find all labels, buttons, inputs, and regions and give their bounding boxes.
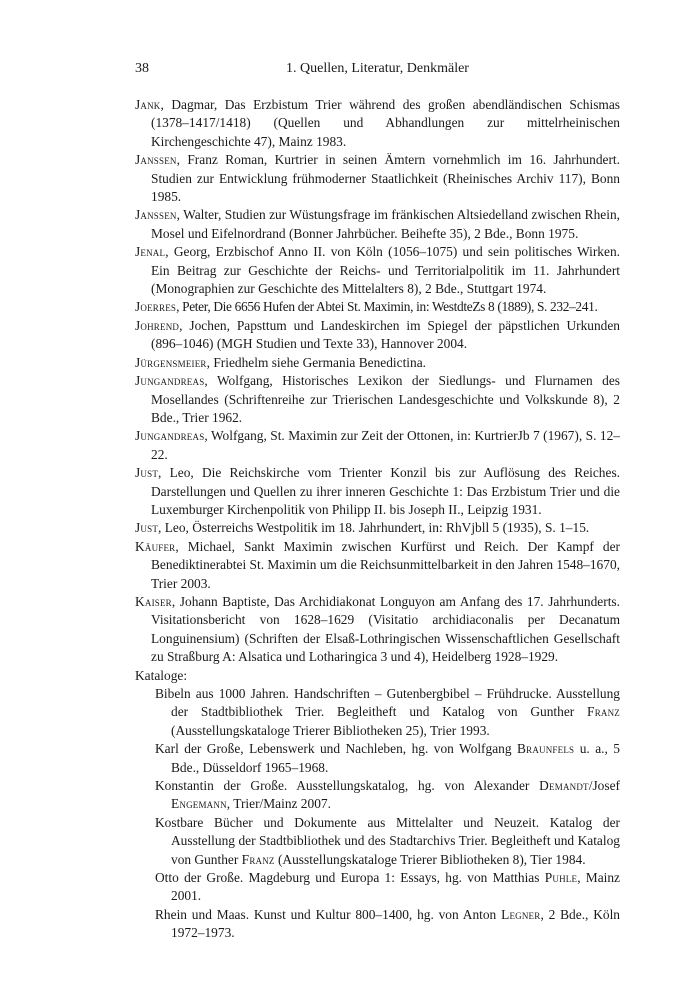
catalogue-editor: Franz (241, 851, 275, 867)
catalogue-text: , 2 Bde., Köln 1972–1973. (171, 906, 620, 941)
page-number: 38 (135, 61, 149, 76)
entry-author: Kaiser (135, 593, 172, 609)
catalogue-editor: Puhle (544, 870, 578, 886)
page-header (135, 60, 620, 82)
bibliography-entry (135, 317, 620, 354)
bibliography-entry (135, 96, 620, 151)
entry-text: , Johann Baptiste, Das Archidiakonat Longuyon am Anfang des 17. Jahrhunderts. Visitationsbericht von 1628–1629 (Visitatio archidiaconalis per Decanatum Longuinensium) (Schriften der Elsaß-Lothringischen Wissenschaftlichen Gesellschaft zu Straßburg A: Alsatica und Lotharingica 3 und 4), Heidelberg 1928–1929. (151, 593, 620, 665)
entry-text: , Leo, Die Reichskirche vom Trienter Konzil bis zur Auflösung des Reiches. Darstellungen und Quellen zu ihrer inneren Geschichte 1: Das Erzbistum Trier und die Luxemburger Kirchenpolitik von Philipp II. bis Joseph II., Leipzig 1931. (151, 465, 620, 517)
bibliography-entry (135, 243, 620, 298)
bibliography-entry (135, 298, 620, 316)
entry-author: Jungandreas (135, 428, 205, 444)
catalogue-text: Otto der Große. Magdeburg und Europa 1: Essays, hg. von Matthias (155, 870, 545, 886)
catalogue-text: (Ausstellungskataloge Trierer Bibliotheken 8), Tier 1984. (274, 851, 586, 867)
entry-text: , Leo, Österreichs Westpolitik im 18. Jahrhundert, in: RhVjbll 5 (1935), S. 1–15. (158, 520, 590, 536)
catalogue-text: , Trier/Mainz 2007. (226, 796, 331, 812)
entry-text: , Michael, Sankt Maximin zwischen Kurfürst und Reich. Der Kampf der Benediktinerabtei St. Maximin um die Reichsunmittelbarkeit in den Jahren 1548–1670, Trier 2003. (151, 538, 620, 591)
entry-text: , Walter, Studien zur Wüstungsfrage im fränkischen Altsiedelland zwischen Rhein, Mosel und Eifelnordrand (Bonner Jahrbücher. Beihefte 35), 2 Bde., Bonn 1975. (151, 207, 620, 241)
kataloge-heading: Kataloge: (135, 667, 188, 683)
entry-author: Jenal (135, 244, 166, 260)
entry-author: Janssen (135, 207, 177, 223)
entry-author: Jürgensmeier (135, 354, 207, 370)
bibliography-entry (135, 519, 620, 537)
entry-text: , Wolfgang, St. Maximin zur Zeit der Ottonen, in: KurtrierJb 7 (1967), S. 12–22. (151, 428, 620, 462)
catalogue-entry (135, 685, 620, 740)
entry-text: , Friedhelm siehe Germania Benedictina. (206, 354, 427, 370)
catalogue-text: Karl der Große, Lebenswerk und Nachleben, hg. von Wolfgang (155, 741, 517, 757)
bibliography-entry (135, 372, 620, 427)
catalogue-text: , Mainz 2001. (171, 870, 621, 904)
entry-text: , Wolfgang, Historisches Lexikon der Siedlungs- und Flurnamen des Mosellandes (Schriftenreihe zur Trierischen Landesgeschichte und Volkskunde 8), 2 Bde., Trier 1962. (151, 373, 620, 425)
running-title: 1. Quellen, Literatur, Denkmäler (286, 61, 469, 76)
bibliography-entry (135, 206, 620, 243)
catalogue-text: Konstantin der Große. Ausstellungskatalog, hg. von Alexander (155, 778, 540, 794)
bibliography-entry (135, 151, 620, 206)
catalogue-entry (135, 814, 620, 869)
bibliography-entry (135, 538, 620, 593)
catalogue-text: u. a., 5 Bde., Düsseldorf 1965–1968. (171, 741, 620, 775)
document-page (135, 60, 620, 943)
bibliography-entry (135, 464, 620, 519)
catalogue-editor: Braunfels (517, 741, 575, 757)
entry-author: Janssen (135, 152, 177, 168)
bibliography-entry (135, 593, 620, 667)
bibliography-entry (135, 427, 620, 464)
catalogue-entry (135, 740, 620, 777)
catalogue-text: (Ausstellungskataloge Trierer Bibliotheken 25), Trier 1993. (171, 722, 490, 738)
catalogue-text: Kostbare Bücher und Dokumente aus Mittelalter und Neuzeit. Katalog der Ausstellung der Stadtbibliothek und des Stadtarchivs Trier. Begleitheft und Katalog von Gunther (155, 814, 620, 867)
entry-text: , Georg, Erzbischof Anno II. von Köln (1056–1075) und sein politisches Wirken. Ein Beitrag zur Geschichte der Reichs- und Territorialpolitik im 11. Jahrhundert (Monographien zur Geschichte des Mittelalters 8), 2 Bde., Stuttgart 1974. (151, 244, 620, 297)
entry-author: Jungandreas (135, 373, 205, 389)
catalogue-text: Rhein und Maas. Kunst und Kultur 800–1400, hg. von Anton (155, 906, 502, 922)
bibliography-list (135, 96, 620, 943)
entry-text: , Jochen, Papsttum und Landeskirchen im Spiegel der päpstlichen Urkunden (896–1046) (MGH Studien und Texte 33), Hannover 2004. (151, 317, 620, 352)
catalogue-entry (135, 777, 620, 814)
catalogue-entry (135, 869, 620, 906)
catalogue-editor: Legner (501, 906, 541, 922)
catalogue-text: /Josef (588, 778, 620, 794)
entry-author: Johrend (135, 317, 180, 333)
entry-author: Joerres (135, 299, 177, 315)
catalogue-editor: Engemann (171, 796, 227, 812)
entry-text: , Dagmar, Das Erzbistum Trier während des großen abendländischen Schismas (1378–1417/1418) (Quellen und Abhandlungen zur mittelrheinischen Kirchengeschichte 47), Mainz 1983. (151, 97, 620, 149)
catalogue-editor: Franz (587, 704, 620, 720)
bibliography-entry (135, 354, 620, 372)
entry-text: , Franz Roman, Kurtrier in seinen Ämtern vornehmlich im 16. Jahrhundert. Studien zur Entwicklung frühmoderner Staatlichkeit (Rheinisches Archiv 117), Bonn 1985. (151, 152, 620, 205)
entry-text: , Peter, Die 6656 Hufen der Abtei St. Maximin, in: WestdteZs 8 (1889), S. 232–241. (176, 299, 598, 315)
entry-author: Just (135, 465, 159, 481)
catalogue-text: Bibeln aus 1000 Jahren. Handschriften – Gutenbergbibel – Frühdrucke. Ausstellung der Stadtbibliothek Trier. Begleitheft und Katalog von Gunther (155, 686, 620, 720)
entry-author: Just (135, 520, 159, 536)
entry-author: Jank (135, 97, 161, 112)
catalogue-entry (135, 906, 620, 943)
entry-author: Käufer (135, 538, 176, 554)
catalogue-editor: Demandt (539, 778, 589, 794)
